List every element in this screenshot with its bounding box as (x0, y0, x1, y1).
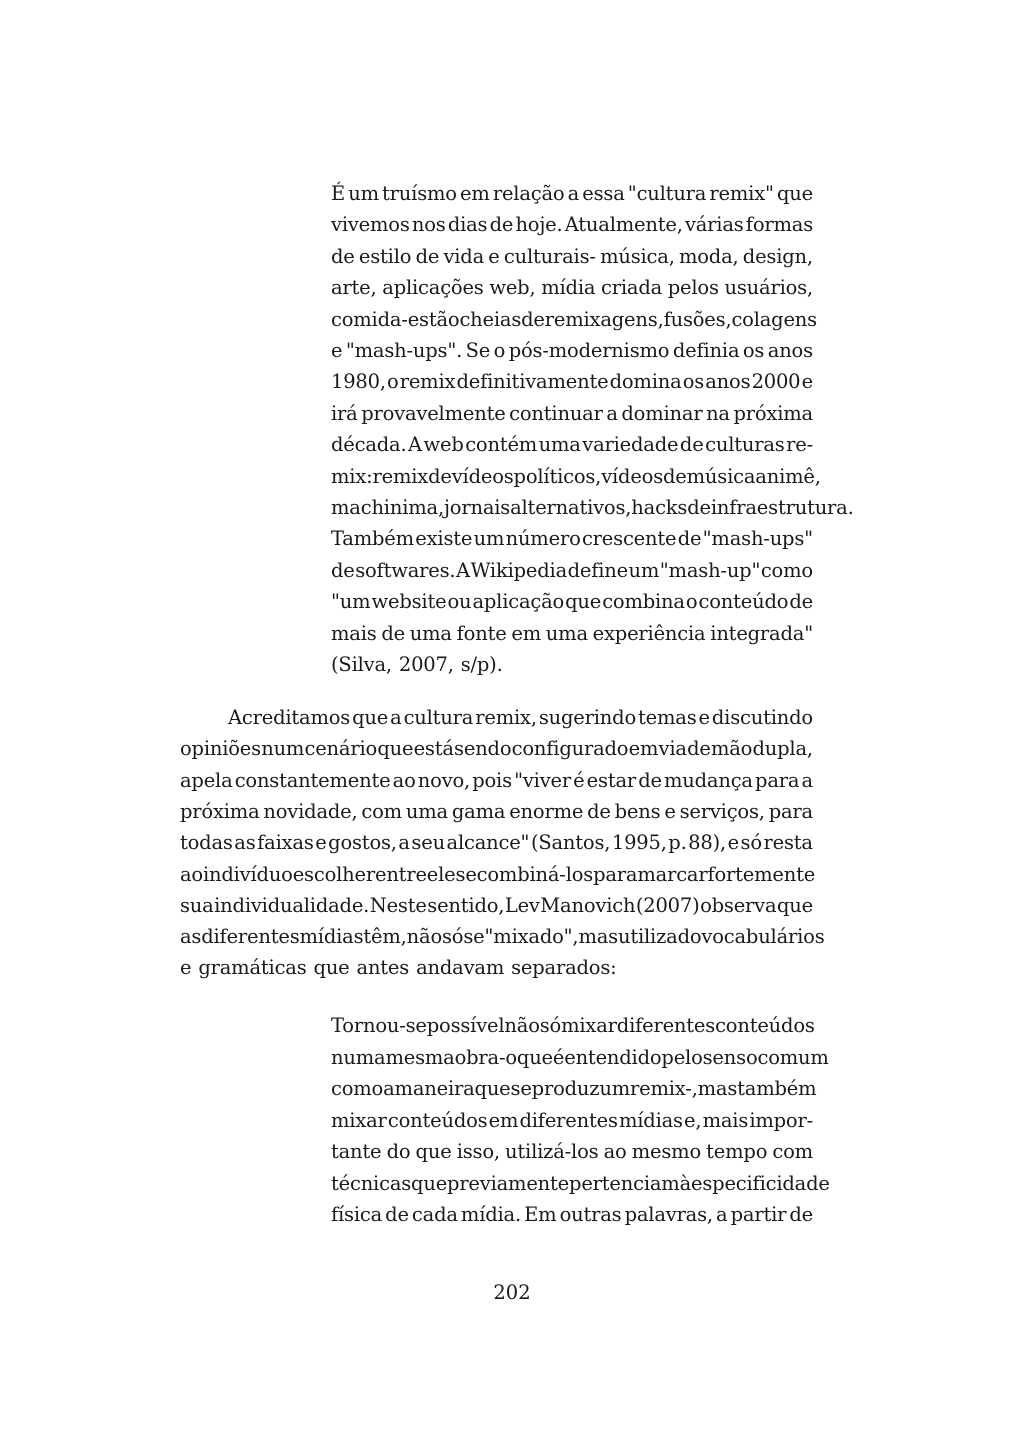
text-line: mais de uma fonte em uma experiência integrada" (331, 621, 813, 645)
text-line: mix: remix de vídeos políticos, vídeos de música animê, (331, 464, 821, 488)
text-line: sua individualidade. Neste sentido, Lev Manovich (2007) observa que (180, 893, 813, 917)
text-line: as diferentes mídias têm, não só se "mixado", mas utilizado vocabulários (180, 925, 825, 949)
text-line: É um truísmo em relação a essa "cultura remix" que (331, 182, 813, 205)
text-line: Também existe um número crescente de "mash-ups" (331, 527, 813, 551)
text-line: todas as faixas e gostos, a seu alcance" (Santos, 1995, p. 88), e só resta (180, 831, 813, 855)
text-line: mixar conteúdos em diferentes mídias e, mais impor- (331, 1108, 813, 1132)
text-line: machinima, jornais alternativos, hacks de infraestrutura. (331, 496, 854, 519)
text-line: física de cada mídia. Em outras palavras, a partir de (331, 1203, 813, 1226)
text-line: (Silva, 2007, s/p). (331, 653, 503, 676)
text-line: tante do que isso, utilizá-los ao mesmo tempo com (331, 1140, 813, 1163)
text-line: Tornou-se possível não só mixar diferentes conteúdos (331, 1014, 815, 1037)
text-line: Acreditamos que a cultura remix, sugerindo temas e discutindo (228, 706, 813, 729)
text-line: irá provavelmente continuar a dominar na próxima (331, 401, 813, 425)
text-line: vivemos nos dias de hoje. Atualmente, várias formas (331, 213, 813, 237)
text-line: e gramáticas que antes andavam separados: (180, 956, 617, 980)
text-line: comida - estão cheias de remixagens, fusões, colagens (331, 307, 817, 331)
text-line: como a maneira que se produz um remix-, mas também (331, 1077, 817, 1100)
page-number: 202 (493, 1281, 531, 1304)
text-line: de softwares. A Wikipedia define um "mash-up" como (331, 558, 813, 582)
text-line: apela constantemente ao novo, pois "viver é estar de mudança para a (180, 768, 813, 792)
text-line: próxima novidade, com uma gama enorme de bens e serviços, para (180, 799, 813, 823)
text-line: arte, aplicações web, mídia criada pelos usuários, (331, 276, 813, 300)
text-line: "um website ou aplicação que combina o conteúdo de (331, 590, 813, 614)
text-line: 1980, o remix definitivamente domina os anos 2000 e (331, 370, 813, 394)
text-line: de estilo de vida e culturais- música, moda, design, (331, 244, 813, 268)
text-line: e "mash-ups". Se o pós-modernismo definia os anos (331, 339, 813, 362)
text-line: ao indivíduo escolher entre eles e combiná-los para marcar fortemente (180, 862, 816, 886)
text-line: década. A web contém uma variedade de culturas re- (331, 433, 813, 457)
text-line: opiniões num cenário que está sendo configurado em via de mão dupla, (180, 737, 813, 761)
text-line: técnicas que previamente pertenciam à especificidade (331, 1171, 830, 1195)
text-line: numa mesma obra -o que é entendido pelo senso comum (331, 1045, 829, 1069)
